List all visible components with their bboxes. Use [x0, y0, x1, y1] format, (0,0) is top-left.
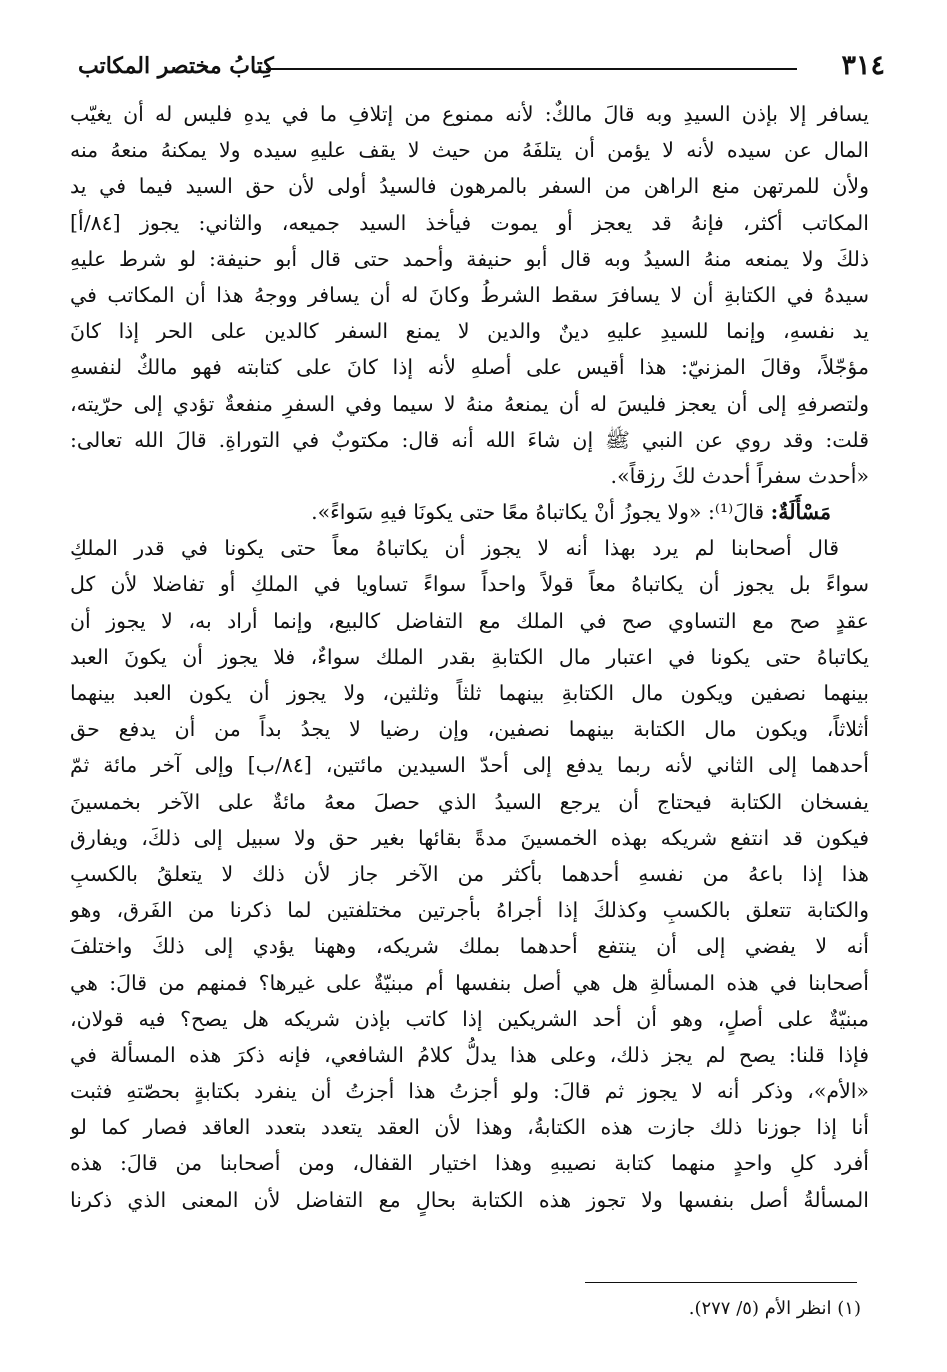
text-line: أحدهما إلى الثاني لأنه ربما يدفع إلى أحدّ السيدين مائتين، [٨٤/ب] وإلى آخر مائة ثمّ	[70, 753, 869, 778]
page-number: ٣١٤	[841, 50, 885, 81]
text-line: يسافر إلا بإذن السيدِ وبه قالَ مالكٌ: لأنه ممنوع من إتلافِ ما في يدهِ فليس له أن يغيّب	[70, 102, 869, 126]
text-line: فيكون قد انتفع شريكه بهذه الخمسينَ مدةً بقائها بغير حق ولا سبيل إلى ذلكَ، ويفارق	[70, 825, 869, 850]
text-line: أنا إذا جوزنا ذلك جازت هذه الكتابةُ، وهذا لأن العقد يتعدد بتعدد العاقد فصار كما لو	[70, 1115, 869, 1140]
header-rule	[266, 68, 797, 70]
text-line: المسألةُ أصل بنفسها ولا تجوز هذه الكتابة بحالٍ مع التفاضل لأن المعنى الذي ذكرنا	[70, 1187, 869, 1212]
page-header	[78, 48, 885, 88]
text-line: مؤجّلاً، وقالَ المزنيّ: هذا أقيس على أصلهِ لأنه إذا كانَ على كتابته فهو مالكٌ لنفسهِ	[70, 355, 869, 380]
text-line: بينهما نصفين ويكون مال الكتابةِ بينهما ثلثاً وثلثين، ولا يجوز أن يكون العبد بينهما	[70, 681, 869, 705]
text-line: أفرد كلِ واحدٍ منهما كتابة نصيبهِ وهذا اختيار القفال، ومن أصحابنا من قالَ: هذه	[70, 1151, 869, 1176]
text-line: هذا إذا باعهُ من نفسهِ أحدهما بأكثر من الآخر جاز لأن ذلك لا يتعلقُ بالكسبِ	[70, 861, 869, 886]
issue-text: قالَ⁽¹⁾: «ولا يجوزُ أنْ يكاتباهُ معًا حتى يكونَا فيهِ سَواءً».	[311, 500, 765, 525]
issue-label: مَسْأَلَةٌ:	[770, 500, 831, 525]
body-text	[70, 96, 869, 1218]
text-line: أثلاثاً، ويكون مال الكتابة بينهما نصفين، وإن رضيا لا يجدُ بداً من أن يدفع حق	[70, 717, 869, 742]
text-line: قلت: وقد روي عن النبي ﷺ إن شاءَ الله أنه قال: مكتوبٌ في التوراةِ. قالَ الله تعالى:	[70, 427, 869, 452]
text-line: ولتصرفهِ إلى أن يعجز فليسَ له أن يمنعهُ منهُ لا سيما وفي السفرِ منفعةٌ تؤدي إلى حرّيته،	[70, 391, 869, 416]
text-line: سواءً بل يجوز أن يكاتباهُ معاً قولاً واحداً سواءً تساويا في الملكِ أو تفاضلا لأن كل	[70, 572, 869, 597]
book-title: كِتابُ مختصر المكاتب	[78, 53, 274, 79]
text-line: مبنيّةٌ على أصلٍ، وهو أن أحد الشريكين إذا كاتب بإذن شريكه هل يصح؟ فيه قولان،	[70, 1006, 869, 1031]
text-line: «أحدث سفراً أحدث لكَ رزقاً».	[610, 463, 869, 488]
text-line: «الأم»، وذكر أنه لا يجوز ثم قالَ: ولو أجزتُ هذا أجزتُ أن ينفرد بكتابةٍ بحصّتهِ فثبت	[70, 1079, 869, 1104]
text-line: يد نفسهِ، وإنما للسيدِ عليهِ دينٌ والدين لا يمنع السفر كالدين على الحر إذا كانَ	[70, 319, 869, 344]
footnote: (١) انظر الأم (٥/ ٢٧٧).	[688, 1298, 861, 1319]
text-line: أنه لا يفضي إلى أن ينتفع أحدهما بملك شريكه، وههنا يؤدي إلى ذلكَ واختلفَ	[70, 934, 869, 959]
text-line: عقدٍ صح مع التساوي صح في الملك مع التفاضل كالبيع، وإنما أراد به، لا يجوز أن	[70, 608, 869, 633]
text-line: والكتابة تتعلق بالكسبِ وكذلكَ إذا أجراهُ بأجرتين مختلفتين لما ذكرنا من الفَرق، وهو	[70, 898, 869, 923]
text-line: قال أصحابنا لم يرد بهذا أنه لا يجوز أن يكاتباهُ معاً حتى يكونا في قدر الملكِ	[70, 536, 839, 561]
text-line: المكاتب أكثر، فإنهُ قد يعجز أو يموت فيأخذ السيد جميعه، والثاني: يجوز [٨٤/أ]	[70, 210, 869, 235]
issue-heading	[70, 494, 869, 530]
text-line: سيدهُ في الكتابةِ أن لا يسافرَ سقط الشرطُ وكانَ له أن يسافر ووجهُ هذا أن المكاتب في	[70, 282, 869, 307]
text-line: يفسخان الكتابة فيحتاج أن يرجع السيدُ الذي حصلَ معهُ مائةٌ على الآخر بخمسينَ	[70, 789, 869, 814]
text-line: ولأن للمرتهن منع الراهن من السفر بالمرهون فالسيدُ أولى لأن حق السيد فيما في يد	[70, 174, 869, 199]
text-line: المال عن سيده لأنه لا يؤمن أن يتلفَهُ من حيث لا يقف عليهِ سيده ولا يمكنهُ منعهُ منه	[70, 138, 869, 163]
text-line: ذلكَ ولا يمنعه منهُ السيدُ وبه قال أبو حنيفة وأحمد حتى قال أبو حنيفة: لو شرط عليهِ	[70, 246, 869, 271]
text-line: فإذا قلنا: يصح لم يجز ذلك، وعلى هذا يدلُّ كلامُ الشافعي، فإنه ذكرَ هذه المسألة في	[70, 1042, 869, 1067]
text-line: أصحابنا في هذه المسألةِ هل هي أصل بنفسها أم مبنيّةٌ على غيرها؟ فمنهم من قالَ: هي	[70, 970, 869, 995]
text-line: يكاتباهُ حتى يكونا في اعتبار مال الكتابةِ بقدر الملك سواءٌ، فلا يجوز أن يكونَ العبد	[70, 644, 869, 669]
footnote-rule	[585, 1282, 857, 1283]
